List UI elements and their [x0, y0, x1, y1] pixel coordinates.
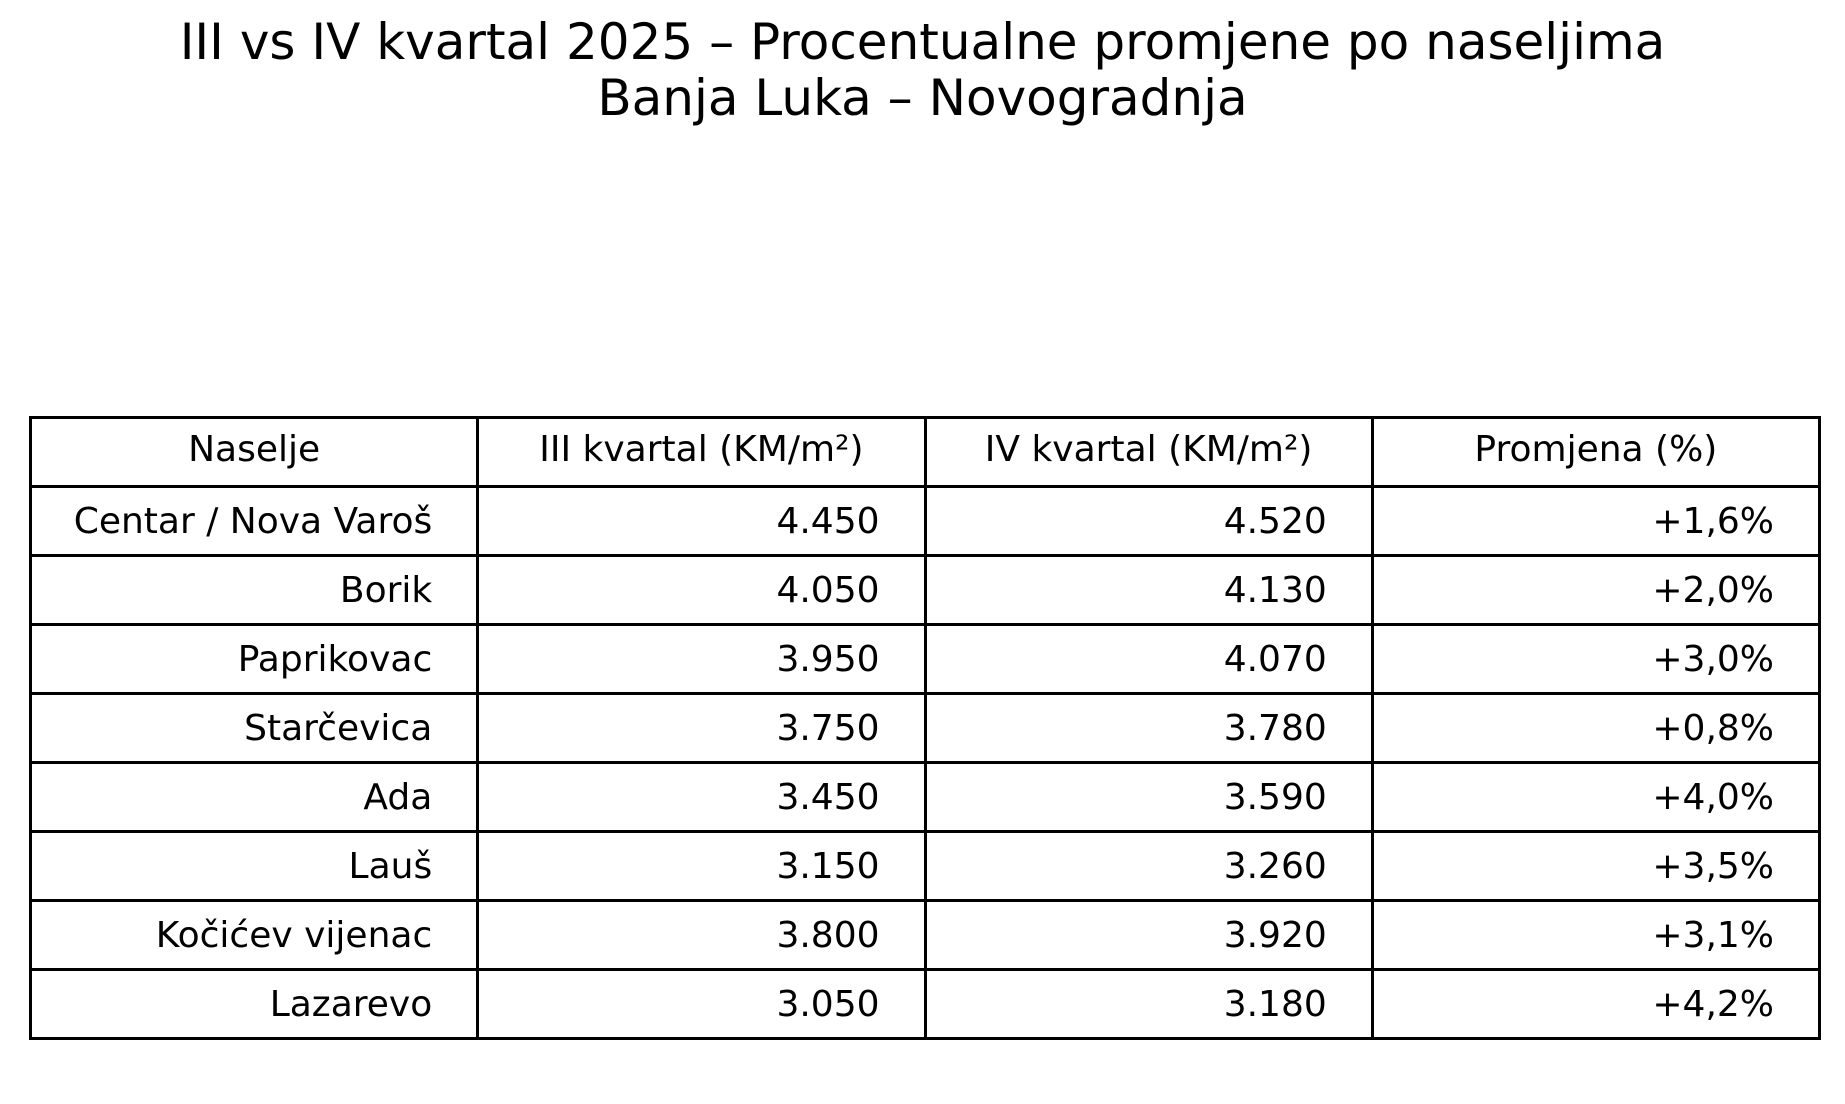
table-row — [31, 625, 1820, 694]
table-row — [31, 832, 1820, 901]
cell-change: +4,0% — [1372, 763, 1819, 832]
cell-naselje: Kočićev vijenac — [31, 901, 478, 970]
chart-title: III vs IV kvartal 2025 – Procentualne promjene po naseljima — [179, 13, 1666, 71]
table-row — [31, 487, 1820, 556]
cell-q3: 4.450 — [478, 487, 925, 556]
cell-q3: 3.150 — [478, 832, 925, 901]
cell-q4: 3.590 — [925, 763, 1372, 832]
cell-naselje: Lazarevo — [31, 970, 478, 1039]
cell-change: +4,2% — [1372, 970, 1819, 1039]
cell-change: +3,0% — [1372, 625, 1819, 694]
cell-change: +0,8% — [1372, 694, 1819, 763]
table-row — [31, 694, 1820, 763]
table-row — [31, 901, 1820, 970]
cell-q4: 4.520 — [925, 487, 1372, 556]
cell-q4: 4.130 — [925, 556, 1372, 625]
cell-q4: 3.920 — [925, 901, 1372, 970]
cell-change: +3,5% — [1372, 832, 1819, 901]
cell-naselje: Ada — [31, 763, 478, 832]
cell-q4: 3.260 — [925, 832, 1372, 901]
cell-q3: 3.800 — [478, 901, 925, 970]
cell-q4: 3.180 — [925, 970, 1372, 1039]
cell-naselje: Centar / Nova Varoš — [31, 487, 478, 556]
table-row — [31, 970, 1820, 1039]
column-header-q3: III kvartal (KM/m²) — [478, 418, 925, 487]
data-table-container — [29, 416, 1821, 1040]
cell-q3: 4.050 — [478, 556, 925, 625]
cell-q4: 4.070 — [925, 625, 1372, 694]
cell-q4: 3.780 — [925, 694, 1372, 763]
cell-naselje: Lauš — [31, 832, 478, 901]
cell-q3: 3.750 — [478, 694, 925, 763]
cell-q3: 3.450 — [478, 763, 925, 832]
table-row — [31, 763, 1820, 832]
price-change-table — [29, 416, 1821, 1040]
cell-q3: 3.950 — [478, 625, 925, 694]
cell-change: +1,6% — [1372, 487, 1819, 556]
table-row — [31, 556, 1820, 625]
cell-naselje: Starčevica — [31, 694, 478, 763]
column-header-naselje: Naselje — [31, 418, 478, 487]
cell-change: +3,1% — [1372, 901, 1819, 970]
chart-title-block — [0, 14, 1845, 126]
column-header-change: Promjena (%) — [1372, 418, 1819, 487]
chart-subtitle: Banja Luka – Novogradnja — [597, 69, 1248, 127]
cell-q3: 3.050 — [478, 970, 925, 1039]
cell-change: +2,0% — [1372, 556, 1819, 625]
cell-naselje: Borik — [31, 556, 478, 625]
table-header-row — [31, 418, 1820, 487]
column-header-q4: IV kvartal (KM/m²) — [925, 418, 1372, 487]
cell-naselje: Paprikovac — [31, 625, 478, 694]
